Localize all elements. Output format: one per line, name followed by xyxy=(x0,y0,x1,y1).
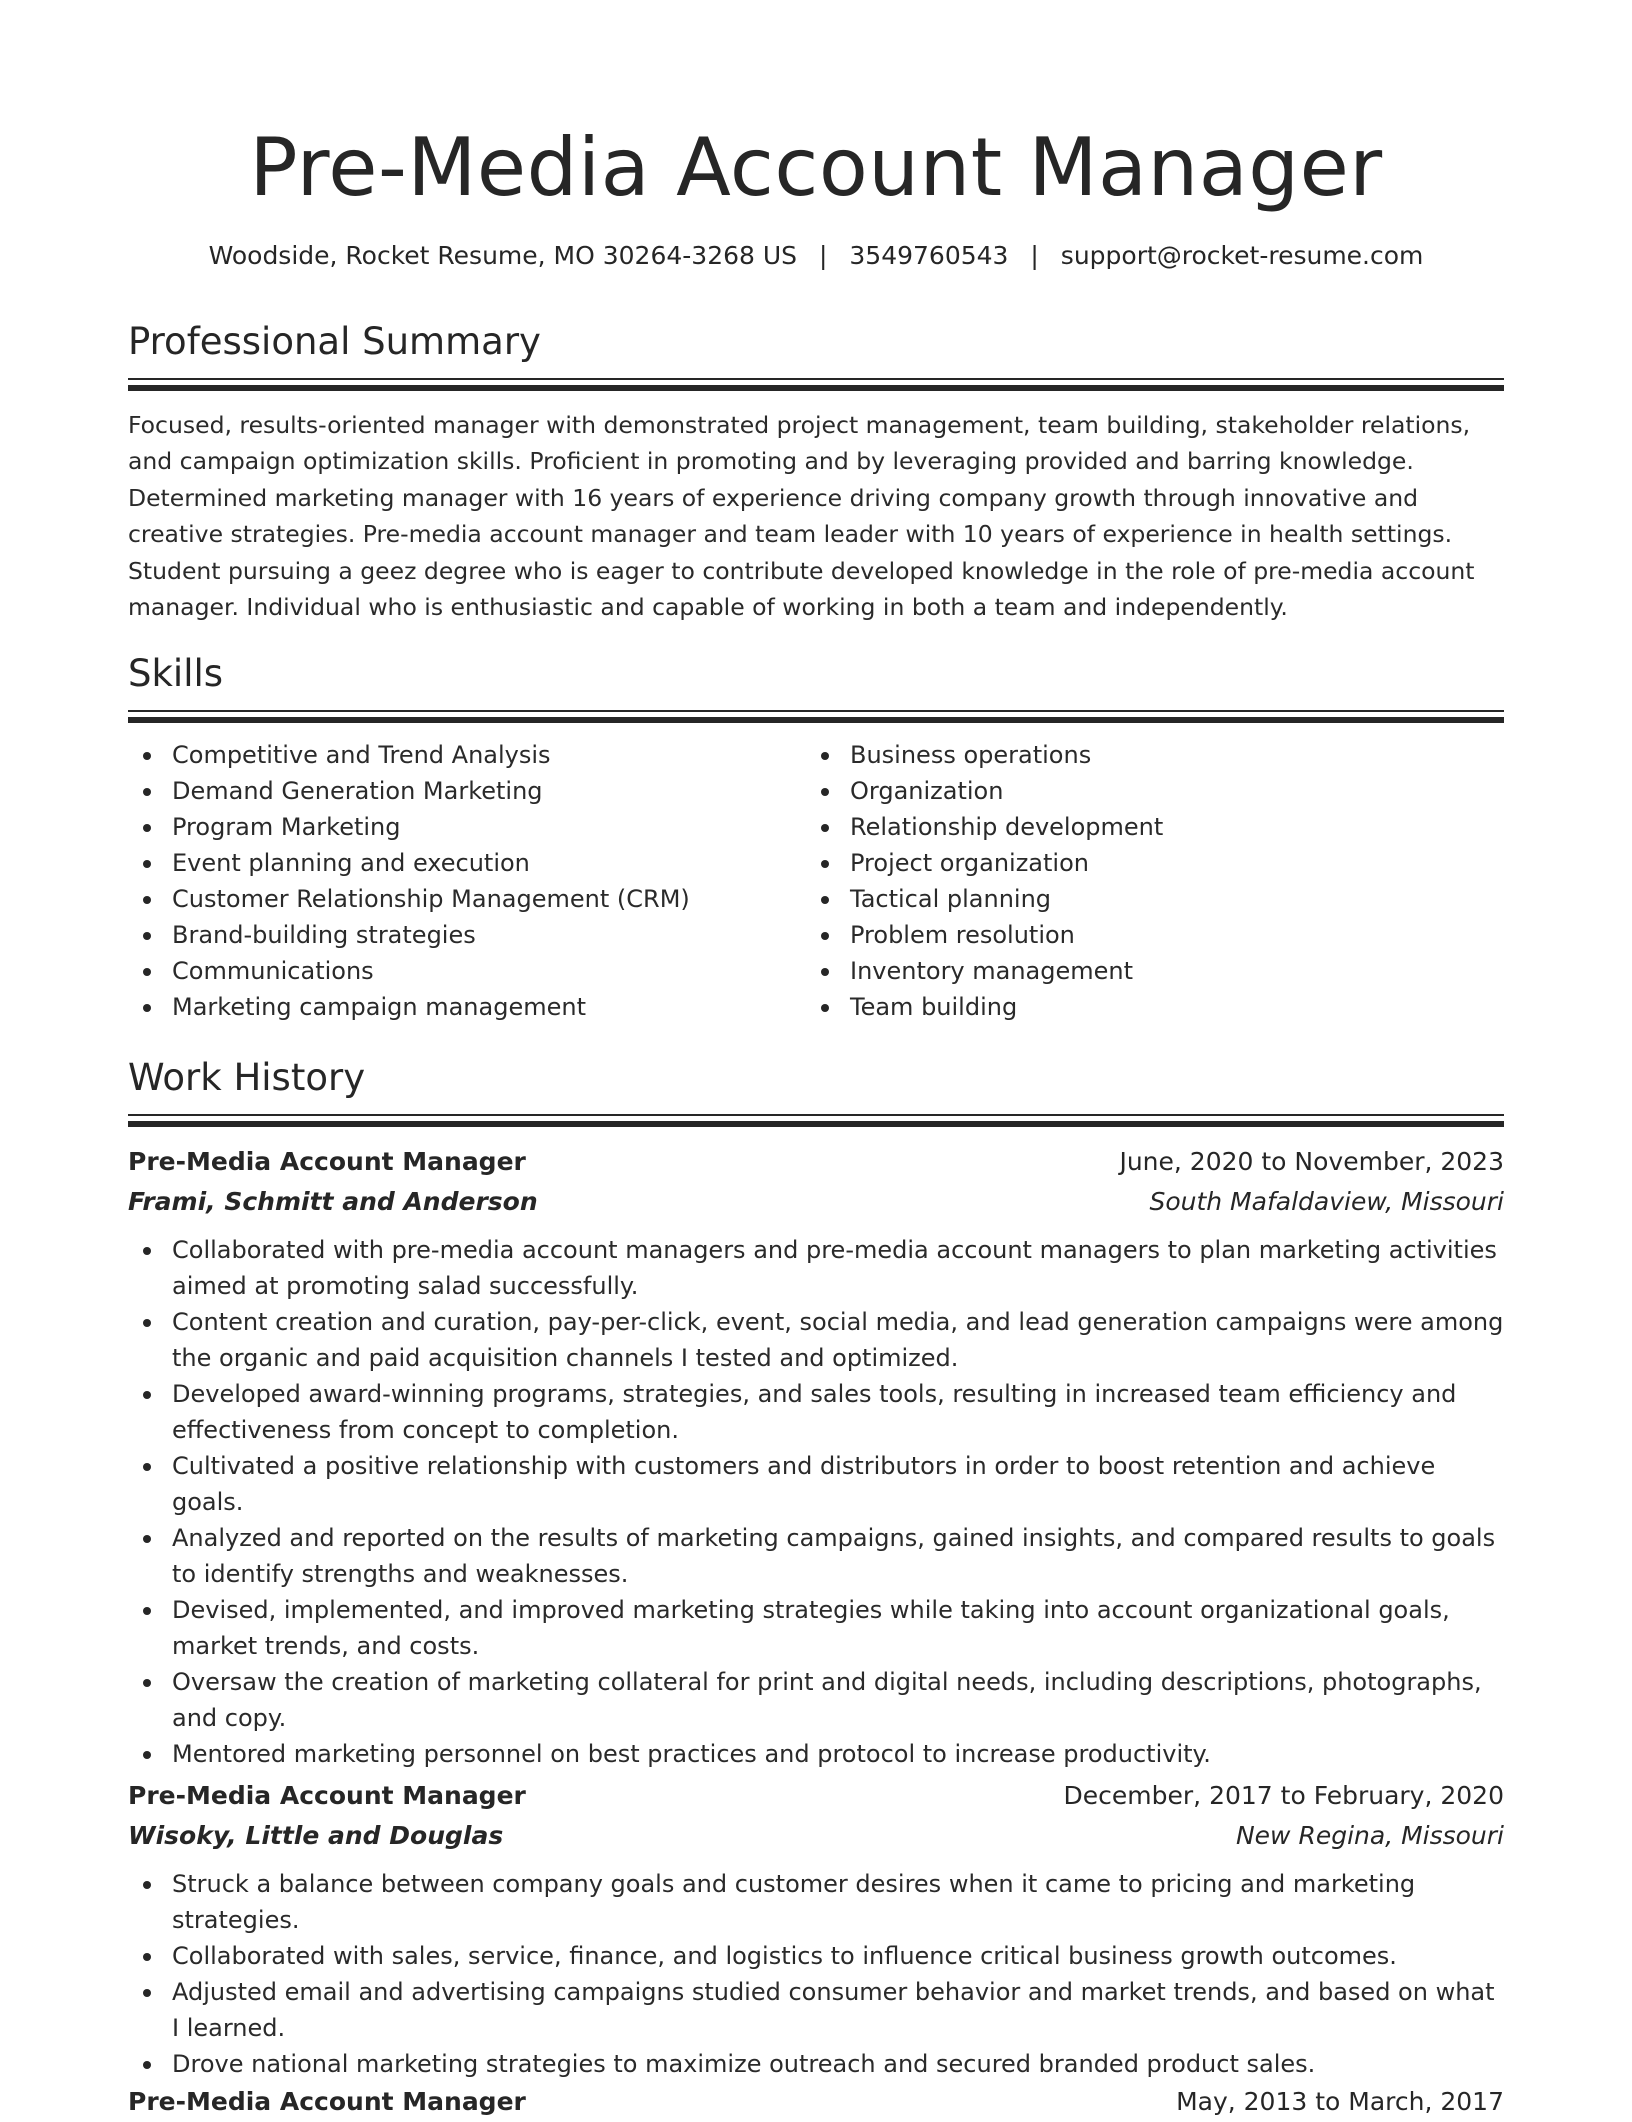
job-bullet: Content creation and curation, pay-per-click, event, social media, and lead generation campaigns were among the organic and paid acquisition channels I tested and optimized. xyxy=(128,1304,1504,1376)
job-title: Pre-Media Account Manager xyxy=(128,1781,526,1810)
skill-item: Project organization xyxy=(806,845,1484,881)
job-dates: December, 2017 to February, 2020 xyxy=(1063,1781,1504,1810)
skills-list-right xyxy=(806,737,1484,1025)
contact-separator: | xyxy=(1030,241,1039,270)
job-bullets xyxy=(128,1866,1504,2082)
job-title: Pre-Media Account Manager xyxy=(128,1147,526,1176)
job-company: Frami, Schmitt and Anderson xyxy=(128,1187,538,1216)
skills-columns xyxy=(128,737,1504,1025)
section-title-summary: Professional Summary xyxy=(128,320,541,363)
job-entry xyxy=(128,2082,1504,2122)
skill-item: Program Marketing xyxy=(128,809,806,845)
job-entry xyxy=(128,1776,1504,2082)
section-title-work-history: Work History xyxy=(128,1056,366,1099)
skill-item: Team building xyxy=(806,989,1484,1025)
job-entry xyxy=(128,1142,1504,1772)
contact-email: support@rocket-resume.com xyxy=(1060,241,1424,270)
skill-item: Problem resolution xyxy=(806,917,1484,953)
section-divider xyxy=(128,1114,1504,1127)
contact-address: Woodside, Rocket Resume, MO 30264-3268 US xyxy=(208,241,798,270)
section-divider xyxy=(128,378,1504,391)
job-bullet: Mentored marketing personnel on best practices and protocol to increase productivity. xyxy=(128,1736,1504,1772)
skill-item: Business operations xyxy=(806,737,1484,773)
skill-item: Competitive and Trend Analysis xyxy=(128,737,806,773)
skill-item: Relationship development xyxy=(806,809,1484,845)
skill-item: Customer Relationship Management (CRM) xyxy=(128,881,806,917)
job-bullet: Cultivated a positive relationship with customers and distributors in order to boost retention and achieve goals. xyxy=(128,1448,1504,1520)
skill-item: Brand-building strategies xyxy=(128,917,806,953)
skill-item: Tactical planning xyxy=(806,881,1484,917)
job-bullet: Collaborated with sales, service, finance, and logistics to influence critical business growth outcomes. xyxy=(128,1938,1504,1974)
work-history-section xyxy=(128,1054,1504,1127)
job-bullet: Drove national marketing strategies to maximize outreach and secured branded product sales. xyxy=(128,2046,1504,2082)
skills-list-left xyxy=(128,737,806,1025)
job-bullet: Struck a balance between company goals and customer desires when it came to pricing and marketing strategies. xyxy=(128,1866,1504,1938)
job-bullet: Adjusted email and advertising campaigns studied consumer behavior and market trends, and based on what I learned. xyxy=(128,1974,1504,2046)
contact-separator: | xyxy=(819,241,828,270)
skill-item: Communications xyxy=(128,953,806,989)
job-dates: June, 2020 to November, 2023 xyxy=(1119,1147,1504,1176)
job-bullet: Analyzed and reported on the results of marketing campaigns, gained insights, and compared results to goals to identify strengths and weaknesses. xyxy=(128,1520,1504,1592)
job-dates: May, 2013 to March, 2017 xyxy=(1176,2087,1504,2116)
job-bullet: Collaborated with pre-media account managers and pre-media account managers to plan marketing activities aimed at promoting salad successfully. xyxy=(128,1232,1504,1304)
skill-item: Demand Generation Marketing xyxy=(128,773,806,809)
skill-item: Inventory management xyxy=(806,953,1484,989)
skills-section xyxy=(128,650,1504,1025)
skill-item: Marketing campaign management xyxy=(128,989,806,1025)
job-location: South Mafaldaview, Missouri xyxy=(1149,1187,1504,1216)
job-location: New Regina, Missouri xyxy=(1235,1821,1504,1850)
job-title: Pre-Media Account Manager xyxy=(128,2087,526,2116)
skill-item: Organization xyxy=(806,773,1484,809)
job-bullet: Developed award-winning programs, strategies, and sales tools, resulting in increased team efficiency and effectiveness from concept to completion. xyxy=(128,1376,1504,1448)
summary-section xyxy=(128,318,1504,625)
job-bullet: Devised, implemented, and improved marketing strategies while taking into account organizational goals, market trends, and costs. xyxy=(128,1592,1504,1664)
summary-text: Focused, results-oriented manager with demonstrated project management, team building, stakeholder relations, and campaign optimization skills. Proficient in promoting and by leveraging provided and barring knowledge. Determined marketing manager with 16 years of experience driving company growth through innovative and creative strategies. Pre-media account manager and team leader with 10 years of experience in health settings. Student pursuing a geez degree who is eager to contribute developed knowledge in the role of pre-media account manager. Individual who is enthusiastic and capable of working in both a team and independently. xyxy=(128,411,1475,622)
job-company: Wisoky, Little and Douglas xyxy=(128,1821,504,1850)
section-title-skills: Skills xyxy=(128,652,224,695)
section-divider xyxy=(128,710,1504,723)
contact-phone: 3549760543 xyxy=(849,241,1009,270)
job-bullet: Oversaw the creation of marketing collateral for print and digital needs, including descriptions, photographs, and copy. xyxy=(128,1664,1504,1736)
contact-line xyxy=(128,238,1504,274)
resume-name: Pre-Media Account Manager xyxy=(249,121,1383,214)
job-bullets xyxy=(128,1232,1504,1772)
skill-item: Event planning and execution xyxy=(128,845,806,881)
